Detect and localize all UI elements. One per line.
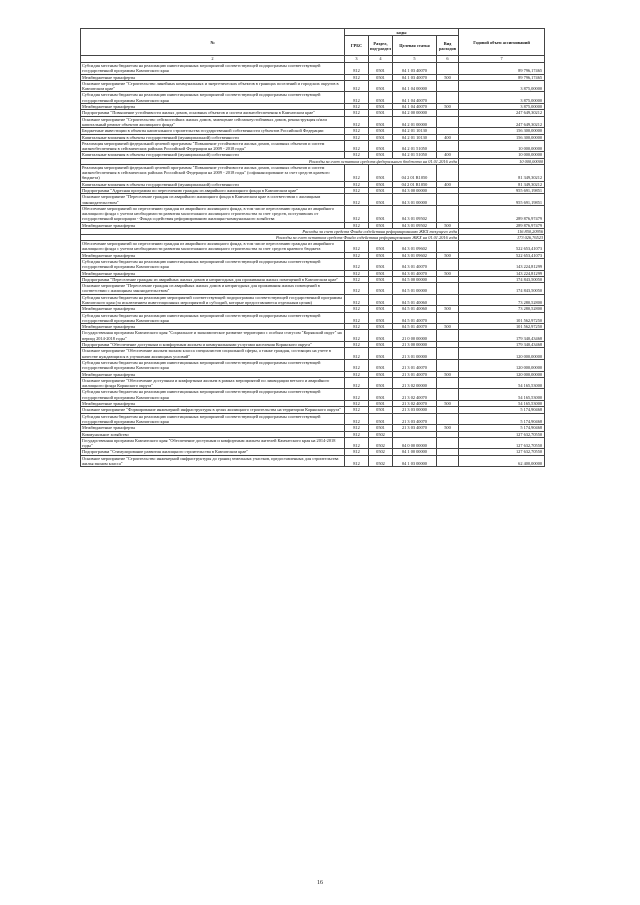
row-razdel: 0501 [369, 276, 393, 282]
row-csr: 04 1 03 40070 [393, 63, 437, 75]
note-text: Расходы за счет остатков средств Фонда содействия реформированию ЖКХ на 01.01.2016 года [81, 235, 459, 241]
row-sum: 5 174,90468 [459, 425, 545, 431]
row-csr: 21 3 01 00000 [393, 348, 437, 360]
row-csr: 04 1 03 00000 [393, 455, 437, 467]
row-razdel: 0501 [369, 241, 393, 253]
note-sum: 10 000,00000 [459, 158, 545, 164]
row-grbs: 812 [345, 205, 369, 222]
row-sum: 179 340,43468 [459, 342, 545, 348]
row-razdel: 0501 [369, 312, 393, 324]
table-row [81, 205, 545, 222]
column-number: 5 [393, 56, 437, 63]
document-page [80, 28, 544, 467]
row-vr: 500 [437, 270, 459, 276]
row-vr: 500 [437, 306, 459, 312]
row-sum: 289 876,97479 [459, 222, 545, 228]
row-vr [437, 80, 459, 92]
row-csr: 04 2 01 10130 [393, 134, 437, 140]
row-sum: 10 000,00000 [459, 152, 545, 158]
row-csr: 04 2 01 51050 [393, 140, 437, 152]
row-name: Основное мероприятие "Переселение граждан из аварийного жилищного фонда в Камчатском крае в соответствии с жилищным законодательством" [81, 194, 345, 206]
row-vr [437, 140, 459, 152]
row-razdel: 0501 [369, 283, 393, 295]
row-csr: 04 3 01 09502 [393, 222, 437, 228]
row-name: Подпрограмма "Переселение граждан из аварийных жилых домов и непригодных для проживания жилых помещений в Камчатском крае" [81, 276, 345, 282]
row-razdel: 0502 [369, 455, 393, 467]
row-razdel: 0501 [369, 181, 393, 187]
row-grbs: 812 [345, 194, 369, 206]
row-razdel: 0501 [369, 164, 393, 181]
column-number: 7 [459, 56, 545, 63]
column-number: 4 [369, 56, 393, 63]
table-row [81, 116, 545, 128]
row-name: Межбюджетные трансферты [81, 104, 345, 110]
row-vr [437, 455, 459, 467]
row-name: Межбюджетные трансферты [81, 324, 345, 330]
row-name: Реализация мероприятий федеральной целевой программы "Повышение устойчивости жилых домов, основных объектов и систем жизнеобеспечения в сейсмических районах Российской Федерации на 2009 - 2018 годы" [81, 140, 345, 152]
row-sum: 289 876,97479 [459, 205, 545, 222]
row-name: Основное мероприятие "Строительство инженерной инфраструктуры до границ земельных участков, предоставленных для строительства жилья эконом класса" [81, 455, 345, 467]
row-grbs: 812 [345, 181, 369, 187]
row-razdel: 0501 [369, 359, 393, 371]
row-sum: 179 340,43468 [459, 330, 545, 342]
row-sum: 3 875,00000 [459, 104, 545, 110]
row-vr: 500 [437, 371, 459, 377]
row-sum: 174 843,50050 [459, 276, 545, 282]
row-csr: 21 3 01 40070 [393, 359, 437, 371]
row-name: Государственная программа Камчатского края "Обеспечение доступным и комфортным жильем жителей Камчатского края на 2014-2018 годы" [81, 437, 345, 449]
row-name: Субсидия местным бюджетам на реализацию инвестиционных мероприятий соответствующей подпрограммы соответствующей государственной программы Камчатского края [81, 359, 345, 371]
row-sum: 54 165,53000 [459, 377, 545, 389]
table-row [81, 359, 545, 371]
row-csr: 04 3 00 00000 [393, 187, 437, 193]
row-vr: 500 [437, 222, 459, 228]
row-sum: 143 224,81299 [459, 270, 545, 276]
row-grbs: 812 [345, 306, 369, 312]
row-csr: 21 0 00 00000 [393, 330, 437, 342]
column-header-num: № [81, 29, 345, 56]
row-razdel: 0501 [369, 258, 393, 270]
row-vr [437, 116, 459, 128]
table-row [81, 330, 545, 342]
row-csr: 21 3 03 40070 [393, 413, 437, 425]
row-vr [437, 389, 459, 401]
row-csr: 04 3 01 09502 [393, 205, 437, 222]
row-sum: 955 691,19851 [459, 187, 545, 193]
row-vr: 400 [437, 134, 459, 140]
row-vr [437, 413, 459, 425]
table-row [81, 80, 545, 92]
row-csr: 04 5 01 40060 [393, 306, 437, 312]
row-grbs: 812 [345, 389, 369, 401]
row-csr: 04 1 04 40070 [393, 92, 437, 104]
row-sum: 522 653,41073 [459, 252, 545, 258]
row-name: Капитальные вложения в объекты государственной (муниципальной) собственности [81, 181, 345, 187]
row-name: Подпрограмма "Обеспечение доступным и комфортным жильем и коммунальными услугами населения Корякского округа" [81, 342, 345, 348]
table-row [81, 258, 545, 270]
table-row [81, 283, 545, 295]
column-header-codes: коды [345, 29, 459, 36]
row-sum: 81 349,30212 [459, 181, 545, 187]
row-razdel: 0501 [369, 205, 393, 222]
row-name: Основное мероприятие "Строительство линейных коммунальных и энергетических объектов в границах поселений и городских округов в Камчатском крае" [81, 80, 345, 92]
row-grbs: 812 [345, 312, 369, 324]
row-vr [437, 194, 459, 206]
row-grbs: 812 [345, 449, 369, 455]
row-grbs: 812 [345, 359, 369, 371]
row-razdel: 0501 [369, 371, 393, 377]
row-sum: 156 300,00000 [459, 128, 545, 134]
row-razdel: 0501 [369, 110, 393, 116]
row-razdel: 0502 [369, 449, 393, 455]
row-razdel: 0501 [369, 187, 393, 193]
note-text: Расходы за счет средств Фонда содействия реформированию ЖКХ текущего года [81, 229, 459, 235]
row-csr: 04 2 00 00000 [393, 110, 437, 116]
row-grbs: 812 [345, 324, 369, 330]
row-csr: 04 3 01 09602 [393, 252, 437, 258]
row-name: Субсидия местным бюджетам на реализацию мероприятий соответствующей подпрограммы соответствующей государственной программы Камчатского края (за исключением инвестиционных мероприятий и субсидий, которые предоставляются отдельным целям) [81, 294, 345, 306]
row-grbs: 812 [345, 431, 369, 437]
row-grbs: 812 [345, 413, 369, 425]
row-grbs: 812 [345, 63, 369, 75]
row-grbs: 812 [345, 134, 369, 140]
row-razdel: 0501 [369, 324, 393, 330]
row-vr [437, 241, 459, 253]
row-name: Субсидия местным бюджетам на реализацию инвестиционных мероприятий соответствующей подпрограммы соответствующей государственной программы Камчатского края [81, 92, 345, 104]
budget-table [80, 28, 545, 467]
column-number: 2 [81, 56, 345, 63]
table-row [81, 164, 545, 181]
row-sum: 89 796,17465 [459, 74, 545, 80]
row-csr: 04 2 01 51050 [393, 152, 437, 158]
table-row [81, 294, 545, 306]
row-csr: 21 3 02 40070 [393, 401, 437, 407]
table-body [81, 63, 545, 467]
table-row [81, 413, 545, 425]
row-grbs: 812 [345, 110, 369, 116]
row-vr [437, 164, 459, 181]
row-vr: 500 [437, 104, 459, 110]
row-csr: 04 2 01 00000 [393, 116, 437, 128]
row-grbs: 812 [345, 455, 369, 467]
table-row [81, 194, 545, 206]
row-grbs: 812 [345, 294, 369, 306]
row-csr: 04 5 01 40070 [393, 324, 437, 330]
row-csr: 04 1 03 40070 [393, 74, 437, 80]
column-header-razdel: Раздел, под-раздел [369, 36, 393, 56]
row-name: Субсидия местным бюджетам на реализацию инвестиционных мероприятий соответствующей подпрограммы соответствующей государственной программы Камчатского края [81, 258, 345, 270]
row-grbs: 812 [345, 276, 369, 282]
row-razdel: 0501 [369, 377, 393, 389]
row-grbs: 812 [345, 270, 369, 276]
row-sum: 174 843,50050 [459, 283, 545, 295]
row-name: Капитальные вложения в объекты государственной (муниципальной) собственности [81, 152, 345, 158]
row-csr: 04 5 01 00000 [393, 283, 437, 295]
row-razdel: 0501 [369, 134, 393, 140]
row-name: Межбюджетные трансферты [81, 425, 345, 431]
row-sum: 73 280,52800 [459, 306, 545, 312]
column-header-grbs: ГРБС [345, 36, 369, 56]
table-row [81, 92, 545, 104]
row-csr: 04 5 01 40070 [393, 312, 437, 324]
row-grbs: 812 [345, 164, 369, 181]
row-grbs: 812 [345, 92, 369, 104]
row-grbs: 812 [345, 377, 369, 389]
row-csr: 04 0 00 00000 [393, 437, 437, 449]
row-sum: 120 000,00000 [459, 348, 545, 360]
row-razdel: 0501 [369, 413, 393, 425]
note-sum: 173 026,76523 [459, 235, 545, 241]
row-vr: 400 [437, 181, 459, 187]
row-razdel: 0501 [369, 389, 393, 401]
row-razdel: 0501 [369, 104, 393, 110]
column-header-sum: Годовой объем ассигнований [459, 29, 545, 56]
row-name: Субсидия местным бюджетам на реализацию инвестиционных мероприятий соответствующей подпрограммы соответствующей государственной программы Камчатского края [81, 389, 345, 401]
row-grbs: 812 [345, 140, 369, 152]
row-csr: 21 3 01 40070 [393, 371, 437, 377]
column-header-csr: Целевая статья [393, 36, 437, 56]
row-vr [437, 205, 459, 222]
row-csr: 04 5 00 00000 [393, 276, 437, 282]
row-csr: 04 1 04 00000 [393, 80, 437, 92]
row-razdel: 0502 [369, 437, 393, 449]
column-header-vr: Вид расходов [437, 36, 459, 56]
row-sum: 127 632,70550 [459, 431, 545, 437]
table-row [81, 389, 545, 401]
row-sum: 120 000,00000 [459, 371, 545, 377]
row-sum: 62 400,00000 [459, 455, 545, 467]
table-row [81, 241, 545, 253]
row-csr: 04 3 01 40070 [393, 270, 437, 276]
row-sum: 156 300,00000 [459, 134, 545, 140]
row-grbs: 812 [345, 222, 369, 228]
row-name: Межбюджетные трансферты [81, 74, 345, 80]
row-sum: 955 691,19851 [459, 194, 545, 206]
row-grbs: 812 [345, 187, 369, 193]
row-vr: 500 [437, 74, 459, 80]
row-grbs: 812 [345, 342, 369, 348]
row-grbs: 812 [345, 258, 369, 270]
row-razdel: 0501 [369, 222, 393, 228]
row-sum: 54 165,53000 [459, 401, 545, 407]
row-razdel: 0501 [369, 74, 393, 80]
row-sum: 127 632,70550 [459, 449, 545, 455]
row-sum: 120 000,00000 [459, 359, 545, 371]
row-grbs: 812 [345, 371, 369, 377]
row-sum: 127 632,70550 [459, 437, 545, 449]
row-name: Подпрограмма "Повышение устойчивости жилых домов, основных объектов и систем жизнеобеспечения в Камчатском крае" [81, 110, 345, 116]
row-name: Субсидия местным бюджетам на реализацию инвестиционных мероприятий соответствующей подпрограммы соответствующей государственной программы Камчатского края [81, 312, 345, 324]
row-name: Субсидия местным бюджетам на реализацию инвестиционных мероприятий соответствующей подпрограммы соответствующей государственной программы Камчатского края [81, 63, 345, 75]
row-vr [437, 330, 459, 342]
row-razdel: 0501 [369, 152, 393, 158]
row-sum: 3 875,00000 [459, 80, 545, 92]
row-grbs: 812 [345, 241, 369, 253]
table-row [81, 437, 545, 449]
row-name: Межбюджетные трансферты [81, 401, 345, 407]
row-vr: 500 [437, 252, 459, 258]
row-vr [437, 348, 459, 360]
row-sum: 89 796,17465 [459, 63, 545, 75]
table-row [81, 377, 545, 389]
row-vr [437, 377, 459, 389]
row-grbs: 812 [345, 425, 369, 431]
row-vr [437, 294, 459, 306]
column-number-row [81, 56, 545, 63]
row-name: Межбюджетные трансферты [81, 371, 345, 377]
row-csr: 04 3 01 09602 [393, 241, 437, 253]
row-vr [437, 359, 459, 371]
row-sum: 101 562,97250 [459, 312, 545, 324]
row-name: Основное мероприятие "Строительство сейсмостойких жилых домов, замещение сейсмонеустойчивых домов, реконструкция и/или капитальный ремонт объектов жилищного фонда" [81, 116, 345, 128]
row-csr: 04 2 01 R1050 [393, 164, 437, 181]
row-name: Обеспечение мероприятий по переселению граждан из аварийного жилищного фонда, в том числе переселению граждан из аварийного жилищного фонда с учетом необходимости развития малоэтажного жилищного строительства за счет средств, поступивших от государственной корпорации - Фонда содействия реформированию жилищно-коммунального хозяйства [81, 205, 345, 222]
row-name: Межбюджетные трансферты [81, 222, 345, 228]
row-sum: 522 653,41073 [459, 241, 545, 253]
row-vr [437, 437, 459, 449]
row-name: Основное мероприятие "Формирование инженерной инфраструктуры в целях жилищного строительства на территории Корякского округа" [81, 407, 345, 413]
row-sum: 143 224,81299 [459, 258, 545, 270]
row-razdel: 0501 [369, 342, 393, 348]
row-csr: 04 5 01 40060 [393, 294, 437, 306]
row-razdel: 0501 [369, 407, 393, 413]
row-name: Подпрограмма "Стимулирование развития жилищного строительства в Камчатском крае" [81, 449, 345, 455]
row-sum: 247 649,30212 [459, 116, 545, 128]
row-csr: 04 2 01 R1050 [393, 181, 437, 187]
row-razdel: 0501 [369, 294, 393, 306]
row-grbs: 812 [345, 116, 369, 128]
row-sum: 101 562,97250 [459, 324, 545, 330]
row-razdel: 0501 [369, 401, 393, 407]
row-grbs: 812 [345, 407, 369, 413]
row-csr: 21 3 03 40070 [393, 425, 437, 431]
row-vr [437, 283, 459, 295]
column-number: 6 [437, 56, 459, 63]
note-text: Расходы за счет остатков средств федерального бюджета на 01.01.2016 года [81, 158, 459, 164]
row-name: Коммунальное хозяйство [81, 431, 345, 437]
column-number: 3 [345, 56, 369, 63]
row-csr: 04 3 01 00000 [393, 194, 437, 206]
row-name: Бюджетные инвестиции в объекты капитального строительства государственной собственности субъектов Российской Федерации [81, 128, 345, 134]
row-razdel: 0501 [369, 116, 393, 128]
row-name: Обеспечение мероприятий по переселению граждан из аварийного жилищного фонда, в том числе переселению граждан из аварийного жилищного фонда с учетом необходимости развития малоэтажного жилищного строительства за счет средств краевого бюджета [81, 241, 345, 253]
row-name: Подпрограмма "Адресная программа по переселению граждан из аварийного жилищного фонда в Камчатском крае" [81, 187, 345, 193]
row-vr [437, 312, 459, 324]
row-razdel: 0501 [369, 140, 393, 152]
row-name: Основное мероприятие "Обеспечение доступным и комфортным жильем в рамках мероприятий по ликвидации ветхого и аварийного жилищного фонда Корякского округа" [81, 377, 345, 389]
row-grbs: 812 [345, 104, 369, 110]
row-vr [437, 63, 459, 75]
row-grbs: 812 [345, 283, 369, 295]
row-sum: 3 875,00000 [459, 92, 545, 104]
row-vr: 500 [437, 324, 459, 330]
row-csr: 21 3 03 00000 [393, 407, 437, 413]
row-sum: 5 174,90468 [459, 413, 545, 425]
row-csr: 21 3 00 00000 [393, 342, 437, 348]
row-name: Межбюджетные трансферты [81, 252, 345, 258]
row-name: Основное мероприятие "Переселение граждан из аварийных жилых домов и непригодных для проживания жилых помещений в соответствии с жилищным законодательством" [81, 283, 345, 295]
row-razdel: 0502 [369, 431, 393, 437]
row-razdel: 0501 [369, 348, 393, 360]
row-grbs: 812 [345, 152, 369, 158]
row-grbs: 812 [345, 437, 369, 449]
page-number: 16 [317, 880, 323, 886]
row-vr [437, 258, 459, 270]
row-vr: 400 [437, 152, 459, 158]
row-name: Реализация мероприятий федеральной целевой программы "Повышение устойчивости жилых домов, основных объектов и систем жизнеобеспечения в сейсмических районах Российской Федерации на 2009 - 2018 годы" (софинансирование за счет средств краевого бюджета) [81, 164, 345, 181]
row-csr: 04 3 01 40070 [393, 258, 437, 270]
row-sum: 73 280,52800 [459, 294, 545, 306]
row-csr: 04 1 04 40070 [393, 104, 437, 110]
row-razdel: 0501 [369, 330, 393, 342]
row-grbs: 812 [345, 128, 369, 134]
row-vr [437, 92, 459, 104]
row-razdel: 0501 [369, 80, 393, 92]
row-razdel: 0501 [369, 92, 393, 104]
table-row [81, 140, 545, 152]
row-razdel: 0501 [369, 270, 393, 276]
row-name: Межбюджетные трансферты [81, 306, 345, 312]
row-razdel: 0501 [369, 128, 393, 134]
row-razdel: 0501 [369, 252, 393, 258]
row-name: Капитальные вложения в объекты государственной (муниципальной) собственности [81, 134, 345, 140]
table-row [81, 455, 545, 467]
row-vr: 500 [437, 425, 459, 431]
row-razdel: 0501 [369, 63, 393, 75]
row-csr: 21 3 02 00000 [393, 377, 437, 389]
row-grbs: 812 [345, 348, 369, 360]
row-razdel: 0501 [369, 306, 393, 312]
row-name: Межбюджетные трансферты [81, 270, 345, 276]
row-sum: 247 649,30212 [459, 110, 545, 116]
row-sum: 5 174,90468 [459, 407, 545, 413]
row-razdel: 0501 [369, 194, 393, 206]
row-vr: 500 [437, 401, 459, 407]
row-sum: 10 000,00000 [459, 140, 545, 152]
row-razdel: 0501 [369, 425, 393, 431]
note-sum: 116 850,20956 [459, 229, 545, 235]
row-sum: 54 165,53000 [459, 389, 545, 401]
row-grbs: 812 [345, 252, 369, 258]
row-csr: 21 3 02 40070 [393, 389, 437, 401]
row-grbs: 812 [345, 74, 369, 80]
row-grbs: 812 [345, 401, 369, 407]
table-row [81, 312, 545, 324]
row-name: Государственная программа Камчатского края "Социальное и экономическое развитие территории с особым статусом "Корякский округ" на период 2014-2018 годы" [81, 330, 345, 342]
row-grbs: 812 [345, 80, 369, 92]
row-grbs: 812 [345, 330, 369, 342]
table-row [81, 348, 545, 360]
row-sum: 81 349,30212 [459, 164, 545, 181]
row-name: Основное мероприятие "Обеспечение жильем эконом класса специалистов социальной сферы, а также граждан, состоящих на учете в качестве нуждающихся в улучшении жилищных условий" [81, 348, 345, 360]
table-row [81, 63, 545, 75]
row-name: Субсидия местным бюджетам на реализацию инвестиционных мероприятий соответствующей подпрограммы соответствующей государственной программы Камчатского края [81, 413, 345, 425]
row-csr: 04 1 00 00000 [393, 449, 437, 455]
row-csr: 04 2 01 10130 [393, 128, 437, 134]
